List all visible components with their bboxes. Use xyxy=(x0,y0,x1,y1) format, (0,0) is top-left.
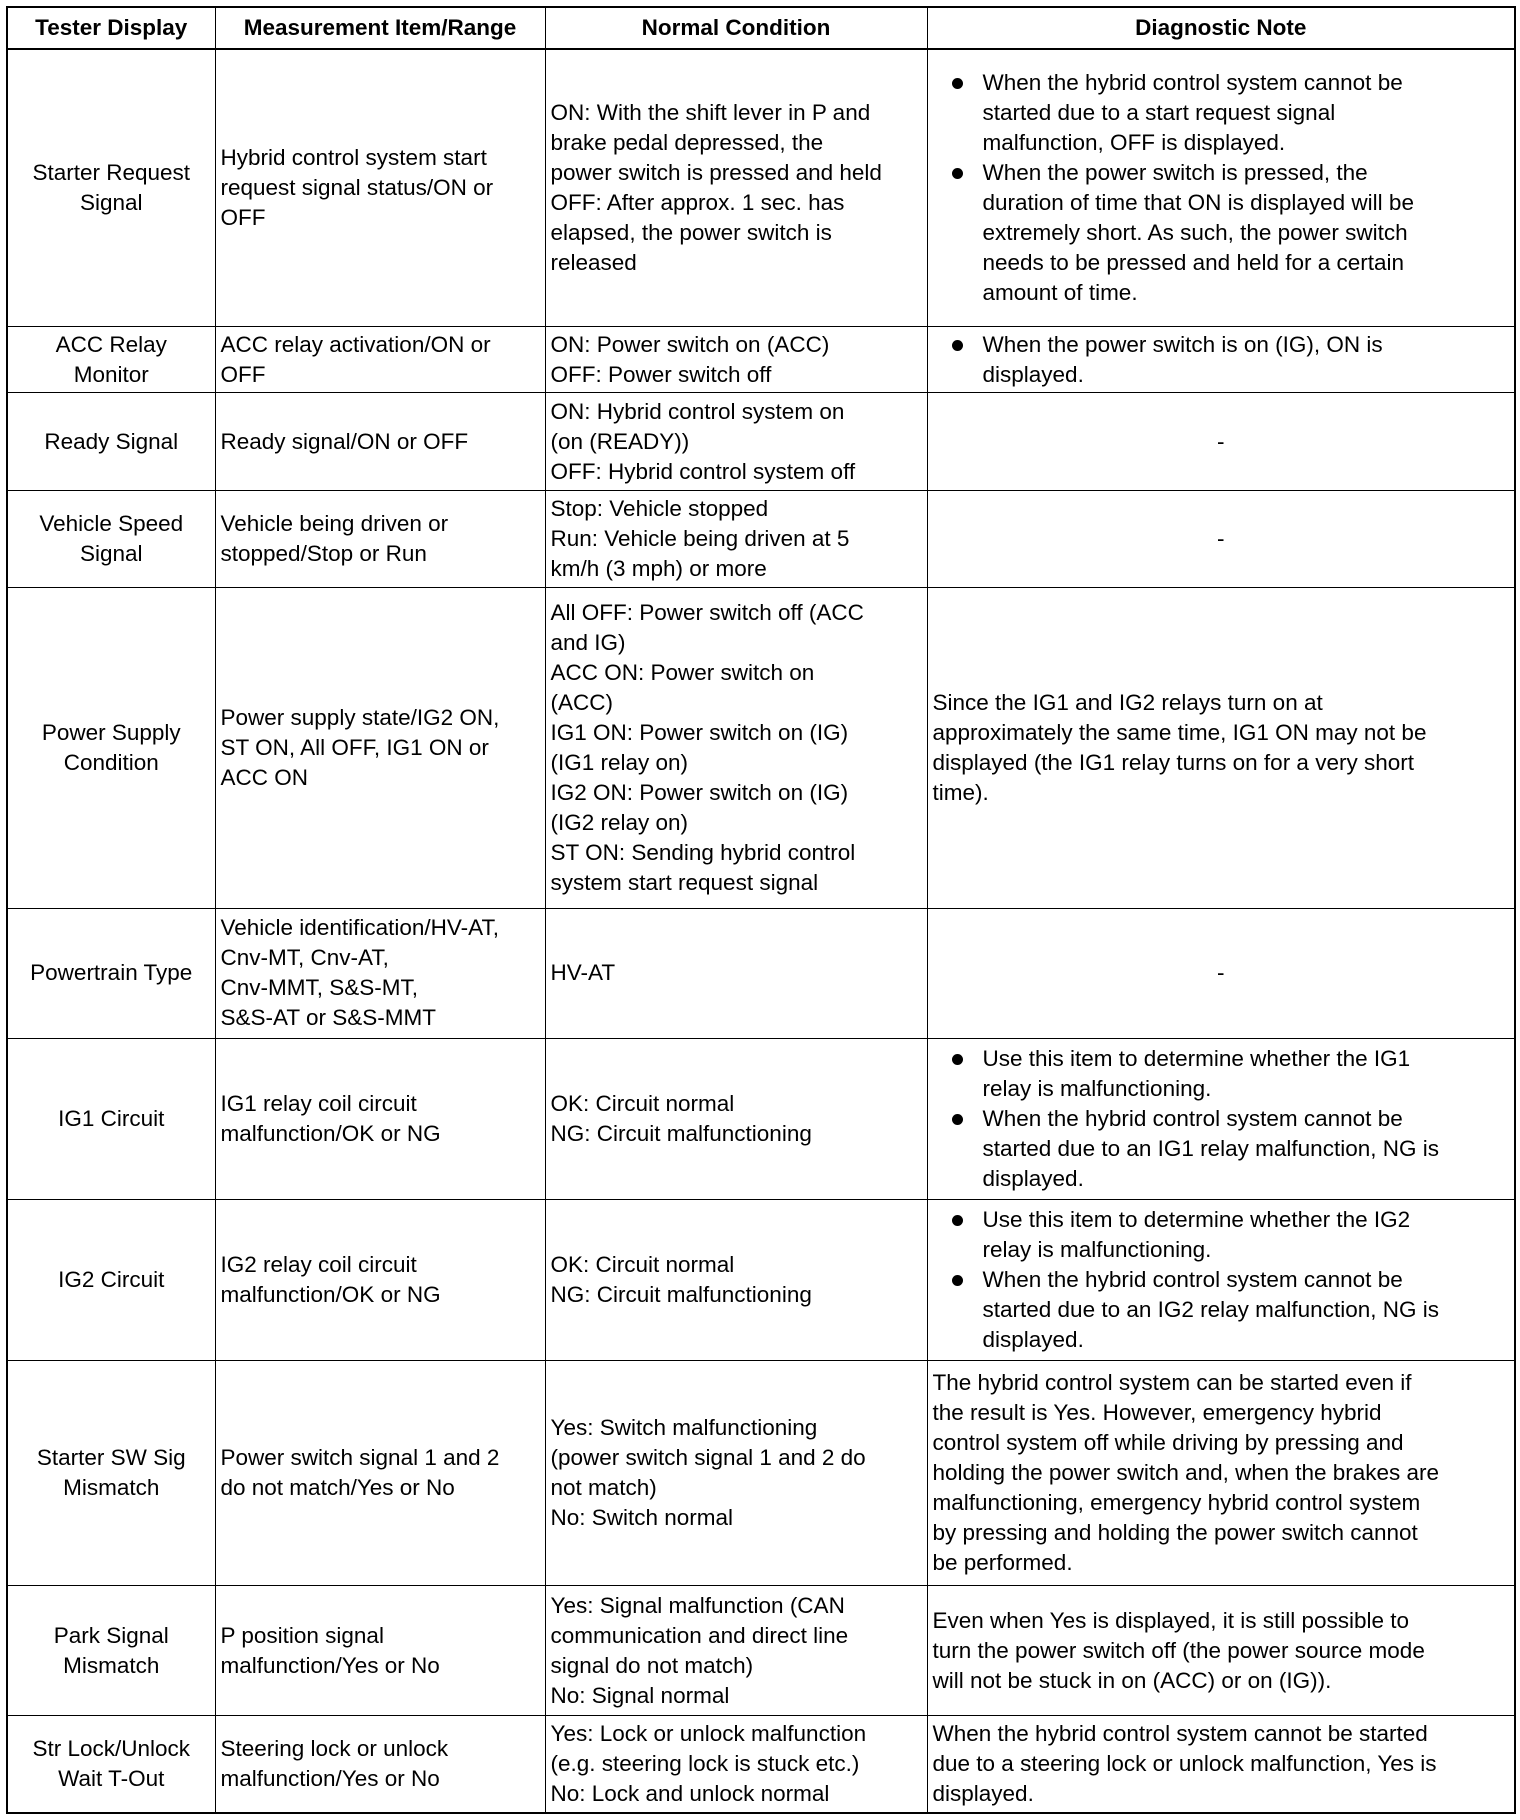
table-row xyxy=(7,1038,1515,1199)
tester-display-text: IG2 Circuit xyxy=(58,1266,165,1292)
cell-normal-condition xyxy=(545,1199,927,1360)
note-text: relay is malfunctioning. xyxy=(982,1236,1212,1262)
normal-condition-text: No: Signal normal xyxy=(550,1682,730,1708)
tester-display-text: Starter Request xyxy=(32,160,191,186)
cell-normal-condition xyxy=(545,490,927,587)
normal-condition-text: (on (READY)) xyxy=(550,428,690,454)
note-text: The hybrid control system can be started even if xyxy=(932,1370,1412,1396)
cell-measurement-item xyxy=(215,327,545,393)
cell-tester-display xyxy=(7,1715,215,1813)
note-text: malfunctioning, emergency hybrid control system xyxy=(932,1490,1421,1516)
cell-tester-display xyxy=(7,49,215,327)
measurement-text: Power switch signal 1 and 2 xyxy=(220,1445,500,1471)
cell-measurement-item xyxy=(215,49,545,327)
note-text: relay is malfunctioning. xyxy=(982,1075,1212,1101)
cell-normal-condition xyxy=(545,393,927,490)
note-text: amount of time. xyxy=(982,280,1138,306)
table-row xyxy=(7,1586,1515,1715)
measurement-text: Power supply state/IG2 ON, xyxy=(220,705,500,731)
cell-diagnostic-note xyxy=(927,587,1515,909)
tester-display-text: Powertrain Type xyxy=(30,960,193,986)
cell-measurement-item xyxy=(215,1038,545,1199)
note-text: - xyxy=(1217,960,1225,986)
normal-condition-text: released xyxy=(550,250,637,276)
note-text: started due to an IG2 relay malfunction, NG is xyxy=(982,1296,1439,1322)
cell-normal-condition xyxy=(545,1361,927,1586)
tester-display-text: Condition xyxy=(63,750,159,776)
note-text: control system off while driving by pressing and xyxy=(932,1430,1404,1456)
normal-condition-text: (ACC) xyxy=(550,690,613,716)
cell-measurement-item xyxy=(215,587,545,909)
normal-condition-text: (e.g. steering lock is stuck etc.) xyxy=(550,1750,860,1776)
normal-condition-text: Stop: Vehicle stopped xyxy=(550,495,769,521)
table-header-row xyxy=(7,7,1515,49)
cell-measurement-item xyxy=(215,1361,545,1586)
cell-normal-condition xyxy=(545,327,927,393)
normal-condition-text: (power switch signal 1 and 2 do xyxy=(550,1445,866,1471)
measurement-text: S&S-AT or S&S-MMT xyxy=(220,1005,436,1031)
cell-measurement-item xyxy=(215,393,545,490)
table-body xyxy=(7,49,1515,1813)
cell-tester-display xyxy=(7,587,215,909)
cell-measurement-item xyxy=(215,1715,545,1813)
normal-condition-text: communication and direct line xyxy=(550,1622,849,1648)
note-bullet-item xyxy=(933,1104,1510,1194)
note-text: Since the IG1 and IG2 relays turn on at xyxy=(932,690,1323,716)
tester-display-text: Wait T-Out xyxy=(58,1765,165,1791)
normal-condition-text: OFF: After approx. 1 sec. has xyxy=(550,190,845,216)
cell-tester-display xyxy=(7,1199,215,1360)
note-bullet-list xyxy=(933,68,1510,308)
note-bullet-item xyxy=(933,1044,1510,1104)
cell-measurement-item xyxy=(215,1199,545,1360)
note-bullet-list xyxy=(933,1044,1510,1194)
normal-condition-text: elapsed, the power switch is xyxy=(550,220,832,246)
normal-condition-text: All OFF: Power switch off (ACC xyxy=(550,600,864,626)
normal-condition-text: (IG2 relay on) xyxy=(550,810,689,836)
table-row xyxy=(7,1715,1515,1813)
note-text: When the hybrid control system cannot be xyxy=(982,70,1403,96)
note-bullet-item xyxy=(933,1205,1510,1265)
note-text: time). xyxy=(932,780,989,806)
table-row xyxy=(7,587,1515,909)
measurement-text: Vehicle being driven or xyxy=(220,510,449,536)
normal-condition-text: system start request signal xyxy=(550,870,819,896)
tester-display-text: Signal xyxy=(79,540,143,566)
tester-display-text: IG1 Circuit xyxy=(58,1105,165,1131)
normal-condition-text: power switch is pressed and held xyxy=(550,160,882,186)
cell-diagnostic-note xyxy=(927,909,1515,1038)
cell-tester-display xyxy=(7,490,215,587)
note-text: turn the power switch off (the power source mode xyxy=(932,1637,1425,1663)
measurement-text: OFF xyxy=(220,205,266,231)
header-normal-condition: Normal Condition xyxy=(545,7,927,49)
table-row xyxy=(7,49,1515,327)
normal-condition-text: not match) xyxy=(550,1475,657,1501)
note-bullet-item xyxy=(933,1265,1510,1355)
tester-display-text: Starter SW Sig xyxy=(36,1445,186,1471)
normal-condition-text: (IG1 relay on) xyxy=(550,750,689,776)
table-row xyxy=(7,327,1515,393)
measurement-text: Ready signal/ON or OFF xyxy=(220,428,469,454)
cell-normal-condition xyxy=(545,1715,927,1813)
table-row xyxy=(7,1361,1515,1586)
normal-condition-text: km/h (3 mph) or more xyxy=(550,555,767,581)
normal-condition-text: OFF: Hybrid control system off xyxy=(550,458,856,484)
note-text: extremely short. As such, the power switch xyxy=(982,220,1408,246)
normal-condition-text: ST ON: Sending hybrid control xyxy=(550,840,856,866)
normal-condition-text: brake pedal depressed, the xyxy=(550,130,824,156)
normal-condition-text: Run: Vehicle being driven at 5 xyxy=(550,525,850,551)
tester-display-text: Signal xyxy=(79,190,143,216)
cell-normal-condition xyxy=(545,909,927,1038)
measurement-text: malfunction/Yes or No xyxy=(220,1765,440,1791)
note-text: be performed. xyxy=(932,1550,1073,1576)
normal-condition-text: OK: Circuit normal xyxy=(550,1090,735,1116)
measurement-text: Hybrid control system start xyxy=(220,145,487,171)
measurement-text: stopped/Stop or Run xyxy=(220,540,427,566)
normal-condition-text: NG: Circuit malfunctioning xyxy=(550,1281,812,1307)
normal-condition-text: ON: With the shift lever in P and xyxy=(550,100,871,126)
measurement-text: ACC ON xyxy=(220,765,309,791)
normal-condition-text: ON: Hybrid control system on xyxy=(550,398,845,424)
measurement-text: ACC relay activation/ON or xyxy=(220,331,491,357)
cell-tester-display xyxy=(7,393,215,490)
cell-diagnostic-note xyxy=(927,1361,1515,1586)
cell-diagnostic-note xyxy=(927,1199,1515,1360)
normal-condition-text: Yes: Lock or unlock malfunction xyxy=(550,1720,867,1746)
normal-condition-text: and IG) xyxy=(550,630,626,656)
tester-display-text: Power Supply xyxy=(41,720,181,746)
normal-condition-text: No: Switch normal xyxy=(550,1505,734,1531)
cell-diagnostic-note xyxy=(927,393,1515,490)
cell-tester-display xyxy=(7,1038,215,1199)
note-text: displayed. xyxy=(982,1326,1084,1352)
table-row xyxy=(7,393,1515,490)
note-text: displayed. xyxy=(982,361,1084,387)
header-tester-display: Tester Display xyxy=(7,7,215,49)
normal-condition-text: No: Lock and unlock normal xyxy=(550,1780,830,1806)
measurement-text: Cnv-MMT, S&S-MT, xyxy=(220,975,419,1001)
normal-condition-text: ACC ON: Power switch on xyxy=(550,660,815,686)
cell-normal-condition xyxy=(545,1038,927,1199)
cell-measurement-item xyxy=(215,490,545,587)
tester-display-text: Vehicle Speed xyxy=(39,510,184,536)
note-text: the result is Yes. However, emergency hybrid xyxy=(932,1400,1382,1426)
normal-condition-text: HV-AT xyxy=(550,960,616,986)
note-text: - xyxy=(1217,525,1225,551)
cell-measurement-item xyxy=(215,1586,545,1715)
tester-display-text: ACC Relay xyxy=(55,331,167,357)
note-text: When the hybrid control system cannot be xyxy=(982,1266,1403,1292)
note-text: by pressing and holding the power switch cannot xyxy=(932,1520,1418,1546)
normal-condition-text: Yes: Switch malfunctioning xyxy=(550,1415,818,1441)
measurement-text: Steering lock or unlock xyxy=(220,1735,449,1761)
normal-condition-text: IG2 ON: Power switch on (IG) xyxy=(550,780,849,806)
measurement-text: request signal status/ON or xyxy=(220,175,494,201)
note-bullet-list xyxy=(933,1205,1510,1355)
cell-diagnostic-note xyxy=(927,1038,1515,1199)
measurement-text: IG2 relay coil circuit xyxy=(220,1251,417,1277)
note-bullet-list xyxy=(933,330,1510,390)
note-text: Even when Yes is displayed, it is still possible to xyxy=(932,1607,1410,1633)
measurement-text: malfunction/OK or NG xyxy=(220,1281,441,1307)
note-text: due to a steering lock or unlock malfunction, Yes is xyxy=(932,1750,1437,1776)
note-text: will not be stuck in on (ACC) or on (IG)). xyxy=(932,1667,1332,1693)
cell-tester-display xyxy=(7,327,215,393)
cell-diagnostic-note xyxy=(927,49,1515,327)
note-text: When the power switch is on (IG), ON is xyxy=(982,331,1383,357)
note-bullet-item xyxy=(933,330,1510,390)
measurement-text: malfunction/Yes or No xyxy=(220,1652,440,1678)
note-text: When the hybrid control system cannot be started xyxy=(932,1720,1428,1746)
cell-tester-display xyxy=(7,1361,215,1586)
measurement-text: IG1 relay coil circuit xyxy=(220,1090,417,1116)
note-text: started due to an IG1 relay malfunction, NG is xyxy=(982,1135,1439,1161)
cell-normal-condition xyxy=(545,587,927,909)
note-text: When the hybrid control system cannot be xyxy=(982,1105,1403,1131)
table-row xyxy=(7,490,1515,587)
measurement-text: Vehicle identification/HV-AT, xyxy=(220,915,499,941)
tester-display-text: Ready Signal xyxy=(44,428,179,454)
cell-diagnostic-note xyxy=(927,1586,1515,1715)
tester-display-text: Park Signal xyxy=(53,1622,169,1648)
note-bullet-item xyxy=(933,68,1510,158)
normal-condition-text: Yes: Signal malfunction (CAN xyxy=(550,1592,845,1618)
note-text: malfunction, OFF is displayed. xyxy=(982,130,1286,156)
normal-condition-text: OK: Circuit normal xyxy=(550,1251,735,1277)
normal-condition-text: ON: Power switch on (ACC) xyxy=(550,331,830,357)
note-text: needs to be pressed and held for a certain xyxy=(982,250,1405,276)
table-row xyxy=(7,909,1515,1038)
cell-normal-condition xyxy=(545,1586,927,1715)
cell-measurement-item xyxy=(215,909,545,1038)
header-diagnostic-note: Diagnostic Note xyxy=(927,7,1515,49)
note-text: holding the power switch and, when the brakes are xyxy=(932,1460,1440,1486)
note-text: displayed. xyxy=(932,1780,1034,1806)
cell-tester-display xyxy=(7,909,215,1038)
note-text: Use this item to determine whether the IG2 xyxy=(982,1206,1411,1232)
cell-diagnostic-note xyxy=(927,327,1515,393)
tester-display-text: Str Lock/Unlock xyxy=(32,1735,191,1761)
diagnostic-data-table xyxy=(6,6,1516,1814)
tester-display-text: Mismatch xyxy=(63,1652,160,1678)
measurement-text: P position signal xyxy=(220,1622,384,1648)
note-text: duration of time that ON is displayed will be xyxy=(982,190,1414,216)
normal-condition-text: NG: Circuit malfunctioning xyxy=(550,1120,812,1146)
tester-display-text: Mismatch xyxy=(63,1475,160,1501)
normal-condition-text: signal do not match) xyxy=(550,1652,754,1678)
note-bullet-item xyxy=(933,158,1510,308)
table-row xyxy=(7,1199,1515,1360)
cell-diagnostic-note xyxy=(927,1715,1515,1813)
measurement-text: malfunction/OK or NG xyxy=(220,1120,441,1146)
measurement-text: OFF xyxy=(220,361,266,387)
note-text: displayed. xyxy=(982,1165,1084,1191)
cell-normal-condition xyxy=(545,49,927,327)
tester-display-text: Monitor xyxy=(73,361,149,387)
note-text: approximately the same time, IG1 ON may not be xyxy=(932,720,1427,746)
normal-condition-text: IG1 ON: Power switch on (IG) xyxy=(550,720,849,746)
note-text: - xyxy=(1217,428,1225,454)
note-text: started due to a start request signal xyxy=(982,100,1336,126)
measurement-text: ST ON, All OFF, IG1 ON or xyxy=(220,735,489,761)
note-text: Use this item to determine whether the IG1 xyxy=(982,1045,1411,1071)
note-text: displayed (the IG1 relay turns on for a very short xyxy=(932,750,1414,776)
note-text: When the power switch is pressed, the xyxy=(982,160,1368,186)
header-measurement-item: Measurement Item/Range xyxy=(215,7,545,49)
measurement-text: Cnv-MT, Cnv-AT, xyxy=(220,945,389,971)
cell-tester-display xyxy=(7,1586,215,1715)
cell-diagnostic-note xyxy=(927,490,1515,587)
measurement-text: do not match/Yes or No xyxy=(220,1475,455,1501)
normal-condition-text: OFF: Power switch off xyxy=(550,361,772,387)
